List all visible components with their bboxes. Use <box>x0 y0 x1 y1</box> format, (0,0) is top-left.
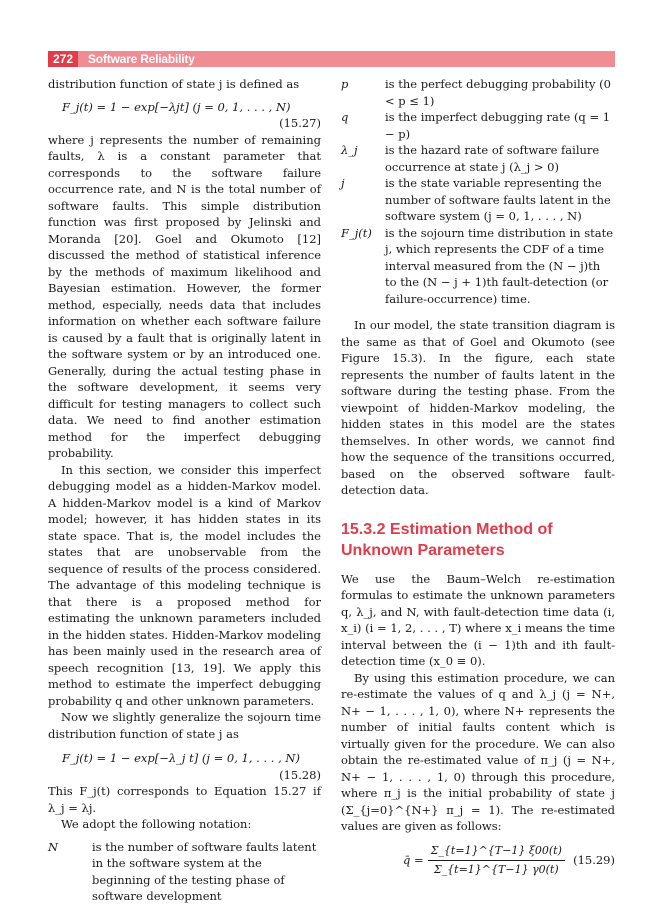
equation-15-29 <box>341 843 615 879</box>
notation-item <box>341 175 615 225</box>
equation-15-28 <box>48 750 321 783</box>
equation-15-29-lhs: q̄ = <box>403 853 424 868</box>
notation-symbol: p <box>341 77 349 91</box>
equation-15-27 <box>48 99 321 132</box>
running-header <box>48 51 615 67</box>
equation-15-28-body: F_j(t) = 1 − exp[−λ_j t] (j = 0, 1, . . . , N) <box>62 751 300 765</box>
page-number: 272 <box>48 51 78 67</box>
notation-definition: is the number of software faults latent in the software system at the beginning of the testing phase of software development <box>92 839 317 903</box>
equation-15-29-fraction <box>428 843 565 879</box>
equation-15-27-number: (15.27) <box>279 116 321 130</box>
notation-item <box>341 76 615 109</box>
notation-symbol: N <box>48 839 59 854</box>
section-heading: 15.3.2 Estimation Method of Unknown Parameters <box>341 520 553 559</box>
equation-15-27-body: F_j(t) = 1 − exp[−λjt] (j = 0, 1, . . . , N) <box>62 99 291 114</box>
notation-symbol: q <box>341 110 349 124</box>
paragraph: We adopt the following notation: <box>61 817 252 831</box>
paragraph: By using this estimation procedure, we can re-estimate the values of q and λ_j (j = N+, N+ − 1, . . . , 1, 0), where N+ represents the number of initial faults content which is virtually given for the procedure. We can also obtain the re-estimated value of π_j (j = N+, N+ − 1, . . . , 1, 0) through this procedure, where π_j is the initial probability of state j (Σ_{j=0}^{N+} π_j = 1). The re-estimated values are given as follows: <box>341 670 615 833</box>
notation-item <box>48 839 321 905</box>
fraction-denominator: Σ_{t=1}^{T−1} γ0(t) <box>433 863 559 876</box>
notation-definition: is the perfect debugging probability (0 < p ≤ 1) <box>385 77 611 108</box>
paragraph: Now we slightly generalize the sojourn time distribution function of state j as <box>48 710 321 741</box>
notation-definition: is the state variable representing the number of software faults latent in the software system (j = 0, 1, . . . , N) <box>385 176 611 223</box>
notation-symbol: λ_j <box>341 143 358 157</box>
paragraph: In our model, the state transition diagram is the same as that of Goel and Okumoto (see Figure 15.3). In the figure, each state represents the number of faults latent in the software during the testing phase. From the viewpoint of hidden-Markov modeling, the hidden states in this model are the states themselves. In other words, we cannot find how the sequence of the transitions occurred, based on the observed software fault-detection data. <box>341 318 615 497</box>
paragraph: This F_j(t) corresponds to Equation 15.27 if λ_j = λj. <box>48 784 321 815</box>
notation-symbol: j <box>341 176 345 190</box>
book-title: Software Reliability <box>88 52 195 66</box>
notation-item <box>341 109 615 142</box>
paragraph: We use the Baum–Welch re-estimation formulas to estimate the unknown parameters q, λ_j, and N, with fault-detection time data (i, x_i) (i = 1, 2, . . . , T) where x_i means the time interval between the (i − 1)th and ith fault-detection time (x_0 ≡ 0). <box>341 571 615 668</box>
equation-15-29-number: (15.29) <box>573 853 615 868</box>
paragraph: In this section, we consider this imperfect debugging model as a hidden-Markov model. A hidden-Markov model is a kind of Markov model; however, it has hidden states in its state space. That is, the model includes the states that are unobservable from the sequence of results of the process considered. The advantage of this modeling technique is that there is a proposed method for estimating the unknown parameters included in the hidden states. Hidden-Markov modeling has been mainly used in the research area of speech recognition [13, 19]. We apply this method to estimate the imperfect debugging probability q and other unknown parameters. <box>48 462 321 708</box>
equation-15-28-number: (15.28) <box>279 767 321 782</box>
fraction-numerator: Σ_{t=1}^{T−1} ξ00(t) <box>428 843 565 862</box>
notation-definition: is the hazard rate of software failure occurrence at state j (λ_j > 0) <box>385 143 600 174</box>
notation-definition: is the sojourn time distribution in state j, which represents the CDF of a time interval measured from the (N − j)th to the (N − j + 1)th fault-detection (or failure-occurrence) time. <box>385 225 614 306</box>
intro-text: distribution function of state j is defined as <box>48 77 300 91</box>
right-column <box>341 76 615 885</box>
notation-symbol: F_j(t) <box>341 225 372 240</box>
notation-item <box>341 225 615 308</box>
left-column <box>48 76 321 905</box>
notation-item <box>341 142 615 175</box>
paragraph: where j represents the number of remaining faults, λ is a constant parameter that corresponds to the software failure occurrence rate, and N is the total number of software faults. This simple distribution function was first proposed by Jelinski and Moranda [20]. Goel and Okumoto [12] discussed the method of statistical inference by the methods of maximum likelihood and Bayesian estimation. However, the former method, especially, needs data that includes information on whether each software failure is caused by a fault that is originally latent in the software system or by an introduced one. Generally, during the actual testing phase in the software development, it seems very difficult for testing managers to collect such data. We need to find another estimation method for the imperfect debugging probability. <box>48 132 321 460</box>
notation-definition: is the imperfect debugging rate (q = 1 − p) <box>385 110 611 141</box>
